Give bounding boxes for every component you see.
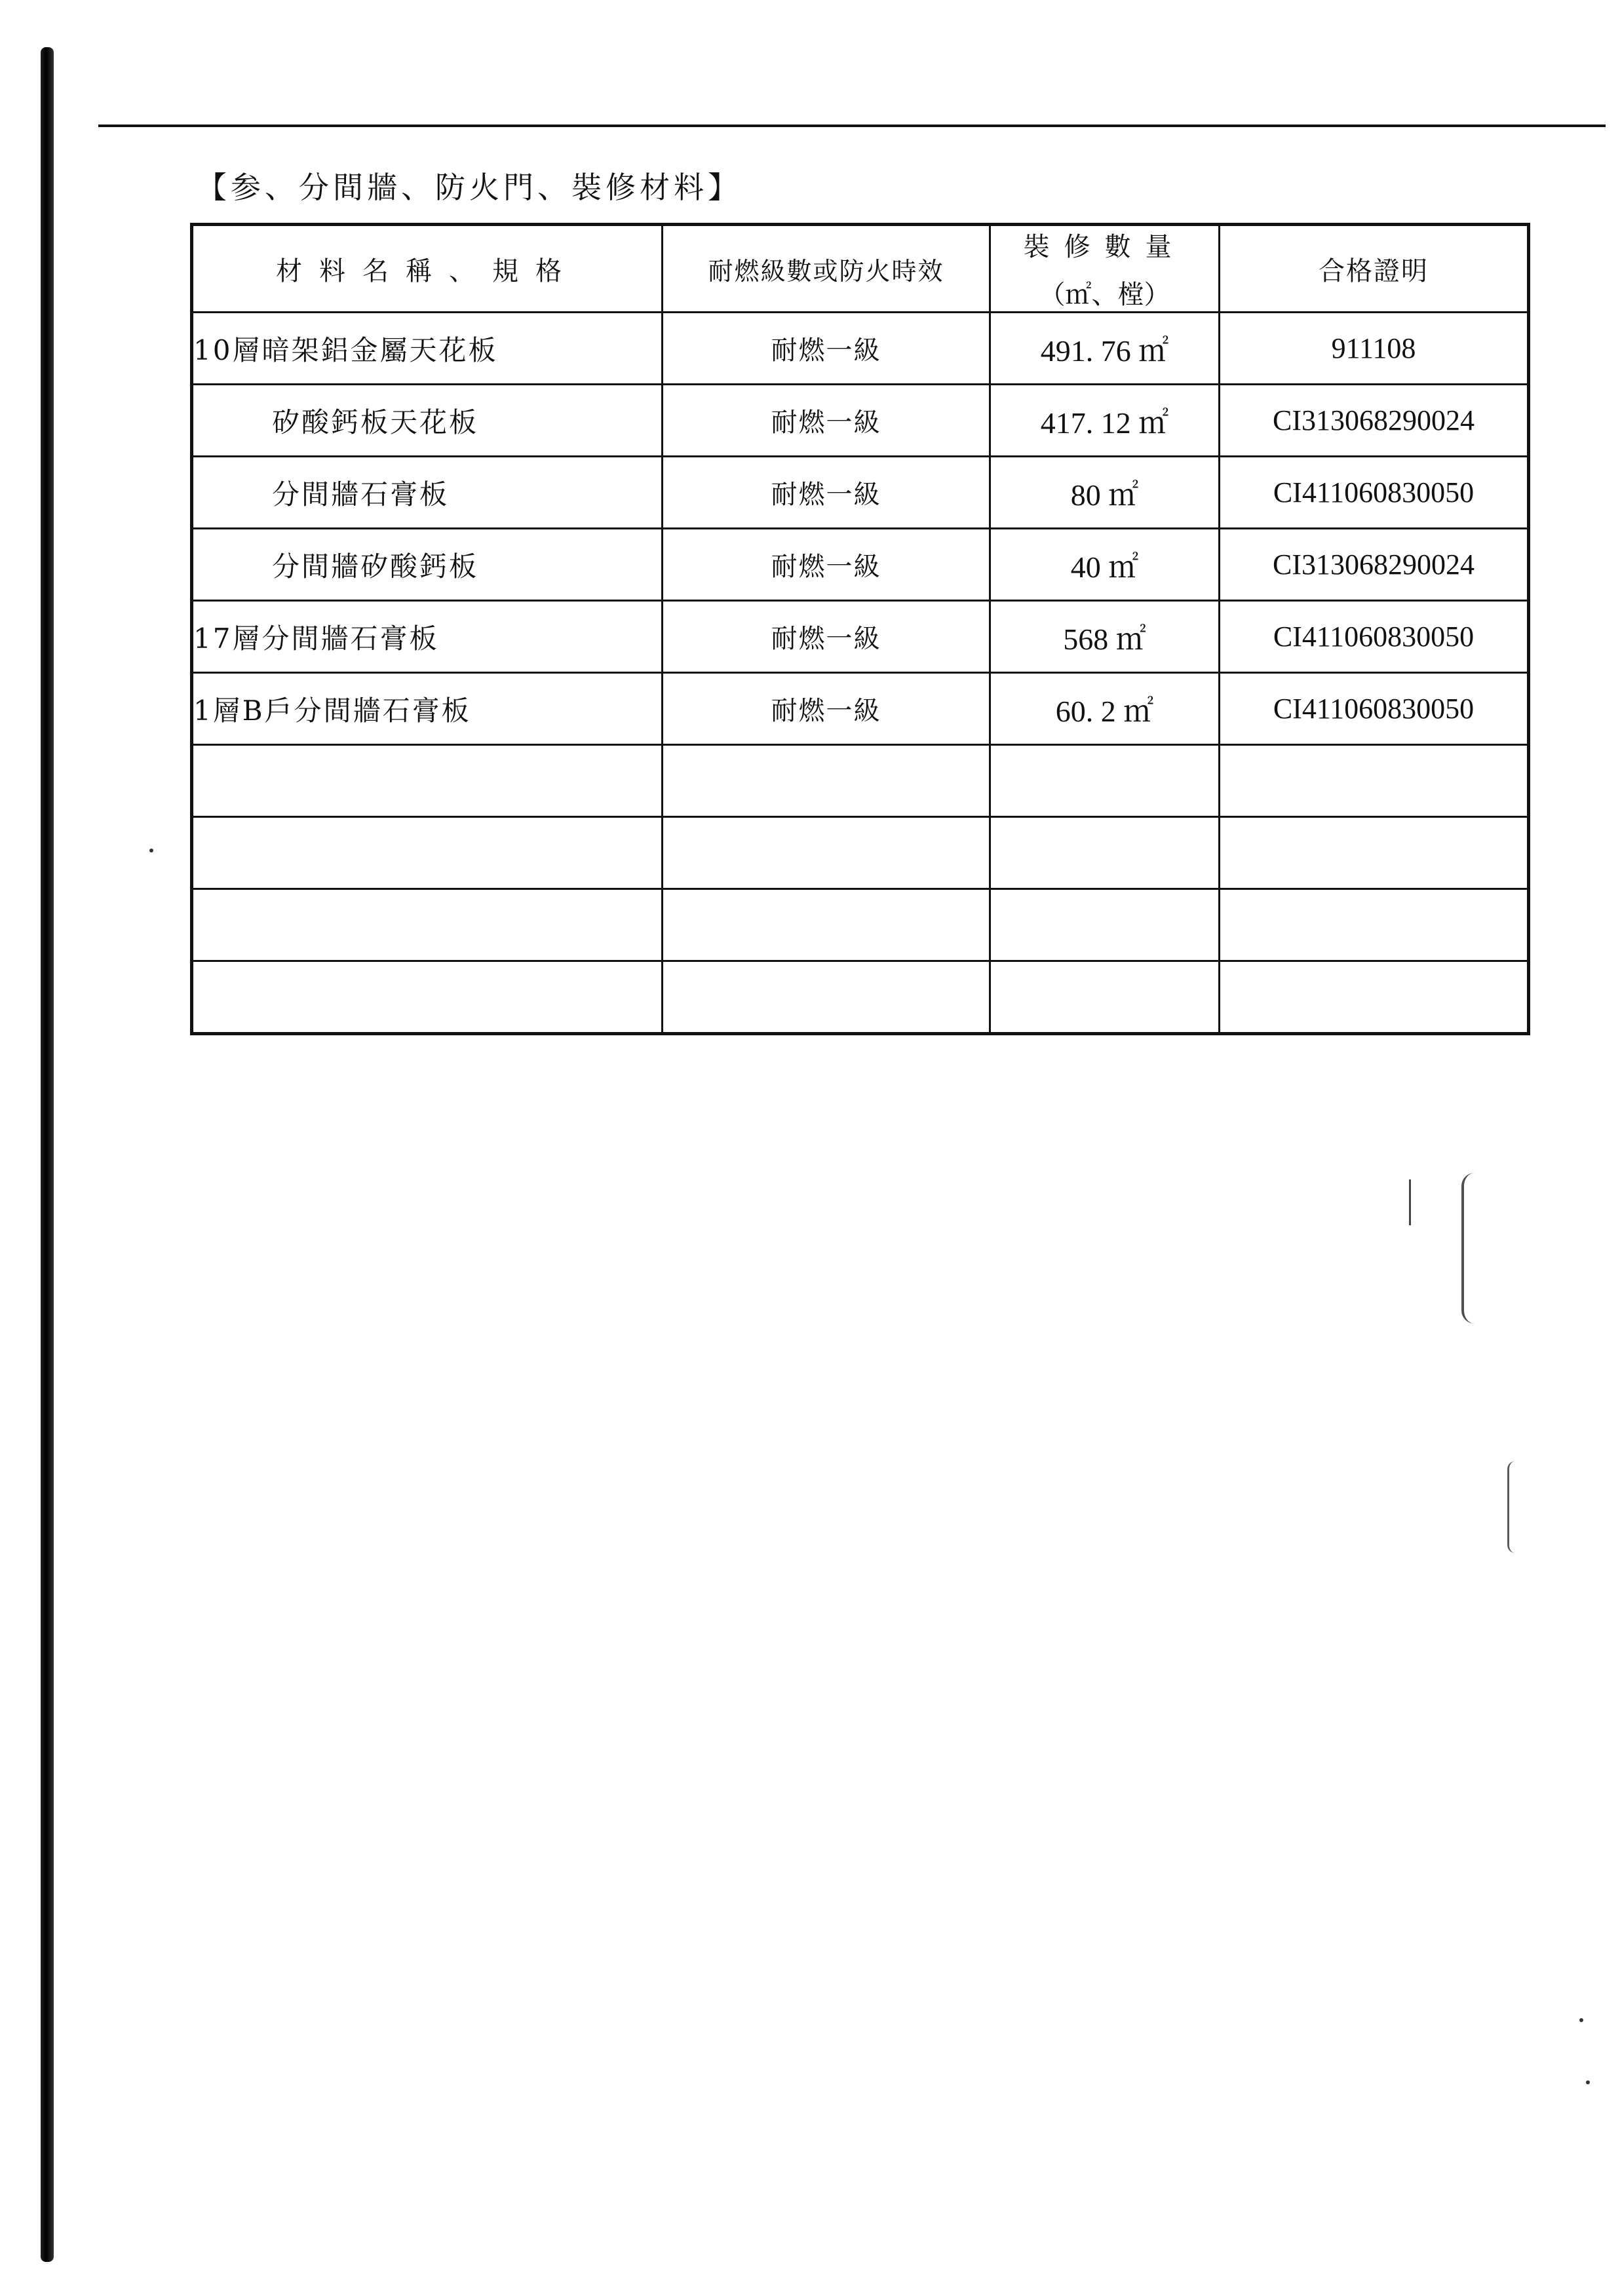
materials-table <box>190 223 1530 1035</box>
table-row <box>192 961 1529 1034</box>
cell-quantity: 60. 2 ㎡ <box>990 673 1220 745</box>
table-row <box>192 529 1529 601</box>
cell-rating <box>663 889 990 961</box>
cell-quantity: 491. 76 ㎡ <box>990 313 1220 385</box>
cell-certificate: CI411060830050 <box>1220 673 1529 745</box>
cell-rating: 耐燃一級 <box>663 673 990 745</box>
scan-speck <box>1586 2080 1590 2084</box>
cell-rating: 耐燃一級 <box>663 457 990 529</box>
table-header-row <box>192 225 1529 313</box>
cell-name: 矽酸鈣板天花板 <box>192 385 663 457</box>
table-row <box>192 889 1529 961</box>
cell-certificate: 911108 <box>1220 313 1529 385</box>
cell-name: 1層B戶分間牆石膏板 <box>192 673 663 745</box>
cell-quantity <box>990 961 1220 1034</box>
binding-edge <box>41 47 54 2262</box>
cell-certificate <box>1220 961 1529 1034</box>
cell-quantity <box>990 745 1220 817</box>
scan-speck <box>149 849 153 852</box>
cell-quantity: 417. 12 ㎡ <box>990 385 1220 457</box>
cell-certificate <box>1220 889 1529 961</box>
table-row <box>192 385 1529 457</box>
header-quantity-line2: （㎡、樘） <box>1039 280 1170 310</box>
cell-certificate: CI313068290024 <box>1220 529 1529 601</box>
top-rule <box>98 124 1606 127</box>
scan-mark <box>1409 1179 1411 1225</box>
cell-rating: 耐燃一級 <box>663 601 990 673</box>
cell-certificate: CI313068290024 <box>1220 385 1529 457</box>
cell-name: 17層分間牆石膏板 <box>192 601 663 673</box>
cell-name <box>192 889 663 961</box>
cell-certificate <box>1220 817 1529 889</box>
cell-name: 分間牆矽酸鈣板 <box>192 529 663 601</box>
cell-rating <box>663 817 990 889</box>
table-row <box>192 601 1529 673</box>
scan-mark <box>1461 1173 1497 1324</box>
cell-quantity <box>990 889 1220 961</box>
cell-rating: 耐燃一級 <box>663 529 990 601</box>
section-title: 【参、分間牆、防火門、裝修材料】 <box>197 170 742 205</box>
cell-rating <box>663 961 990 1034</box>
cell-name: 10層暗架鋁金屬天花板 <box>192 313 663 385</box>
cell-quantity: 80 ㎡ <box>990 457 1220 529</box>
cell-name <box>192 817 663 889</box>
table-row <box>192 313 1529 385</box>
cell-quantity: 568 ㎡ <box>990 601 1220 673</box>
scan-mark <box>1507 1461 1522 1553</box>
cell-name <box>192 745 663 817</box>
table-row <box>192 673 1529 745</box>
cell-certificate <box>1220 745 1529 817</box>
header-certificate: 合格證明 <box>1220 225 1529 313</box>
cell-name: 分間牆石膏板 <box>192 457 663 529</box>
cell-rating <box>663 745 990 817</box>
cell-certificate: CI411060830050 <box>1220 601 1529 673</box>
cell-quantity <box>990 817 1220 889</box>
cell-name <box>192 961 663 1034</box>
cell-rating: 耐燃一級 <box>663 385 990 457</box>
header-name: 材料名稱、規格 <box>192 225 663 313</box>
cell-quantity: 40 ㎡ <box>990 529 1220 601</box>
header-quantity <box>990 225 1220 313</box>
table-row <box>192 457 1529 529</box>
header-rating: 耐燃級數或防火時效 <box>663 225 990 313</box>
table-row <box>192 817 1529 889</box>
scan-speck <box>1579 2018 1583 2022</box>
cell-rating: 耐燃一級 <box>663 313 990 385</box>
table-row <box>192 745 1529 817</box>
cell-certificate: CI411060830050 <box>1220 457 1529 529</box>
header-quantity-line1: 裝修數量 <box>1023 232 1186 262</box>
